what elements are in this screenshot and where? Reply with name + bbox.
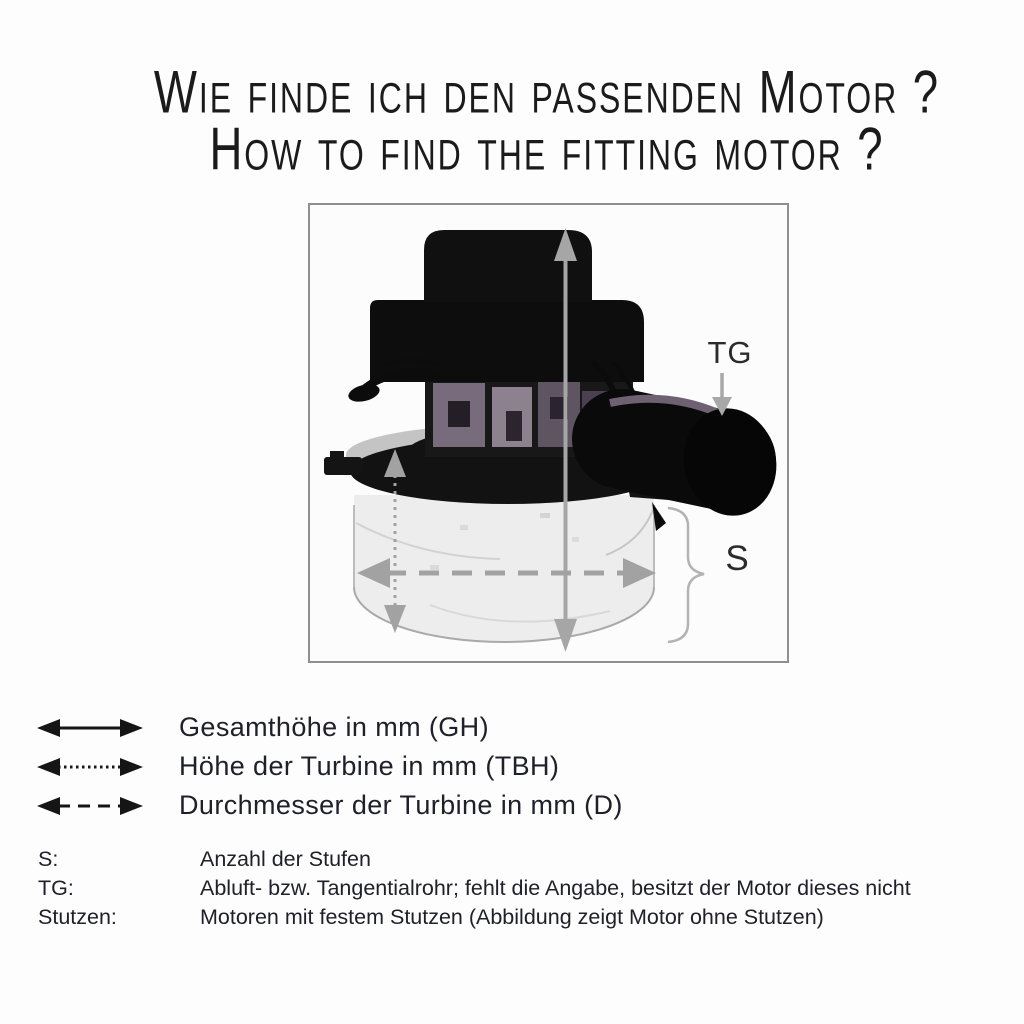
measurement-legend bbox=[35, 708, 623, 825]
s-brace bbox=[668, 508, 704, 642]
dashed-double-arrow-icon bbox=[35, 795, 145, 817]
legend-row-gh bbox=[35, 708, 623, 747]
legend-label-gh: Gesamthöhe in mm (GH) bbox=[179, 712, 489, 742]
s-label: S bbox=[725, 539, 749, 578]
page-title-german: Wie finde ich den passenden Motor ? bbox=[153, 57, 941, 126]
motor-diagram bbox=[310, 205, 787, 661]
def-desc-stutzen: Motoren mit festem Stutzen (Abbildung zeigt Motor ohne Stutzen) bbox=[200, 905, 824, 929]
page-title-english: How to find the fitting motor ? bbox=[209, 114, 885, 183]
dotted-double-arrow-icon bbox=[35, 756, 145, 778]
legend-row-tbh bbox=[35, 747, 623, 786]
def-desc-s: Anzahl der Stufen bbox=[200, 847, 371, 871]
tg-label: TG bbox=[707, 335, 753, 370]
abbreviation-definitions bbox=[38, 845, 1013, 931]
solid-double-arrow-icon bbox=[35, 717, 145, 739]
def-term-tg: TG: bbox=[38, 876, 74, 900]
legend-row-d bbox=[35, 786, 623, 825]
def-term-stutzen: Stutzen: bbox=[38, 905, 117, 929]
def-term-s: S: bbox=[38, 847, 59, 871]
legend-label-tbh: Höhe der Turbine in mm (TBH) bbox=[179, 751, 560, 781]
legend-label-d: Durchmesser der Turbine in mm (D) bbox=[179, 790, 623, 820]
motor-photo-frame bbox=[308, 203, 789, 663]
def-desc-tg: Abluft- bzw. Tangentialrohr; fehlt die Angabe, besitzt der Motor dieses nicht bbox=[200, 876, 911, 900]
